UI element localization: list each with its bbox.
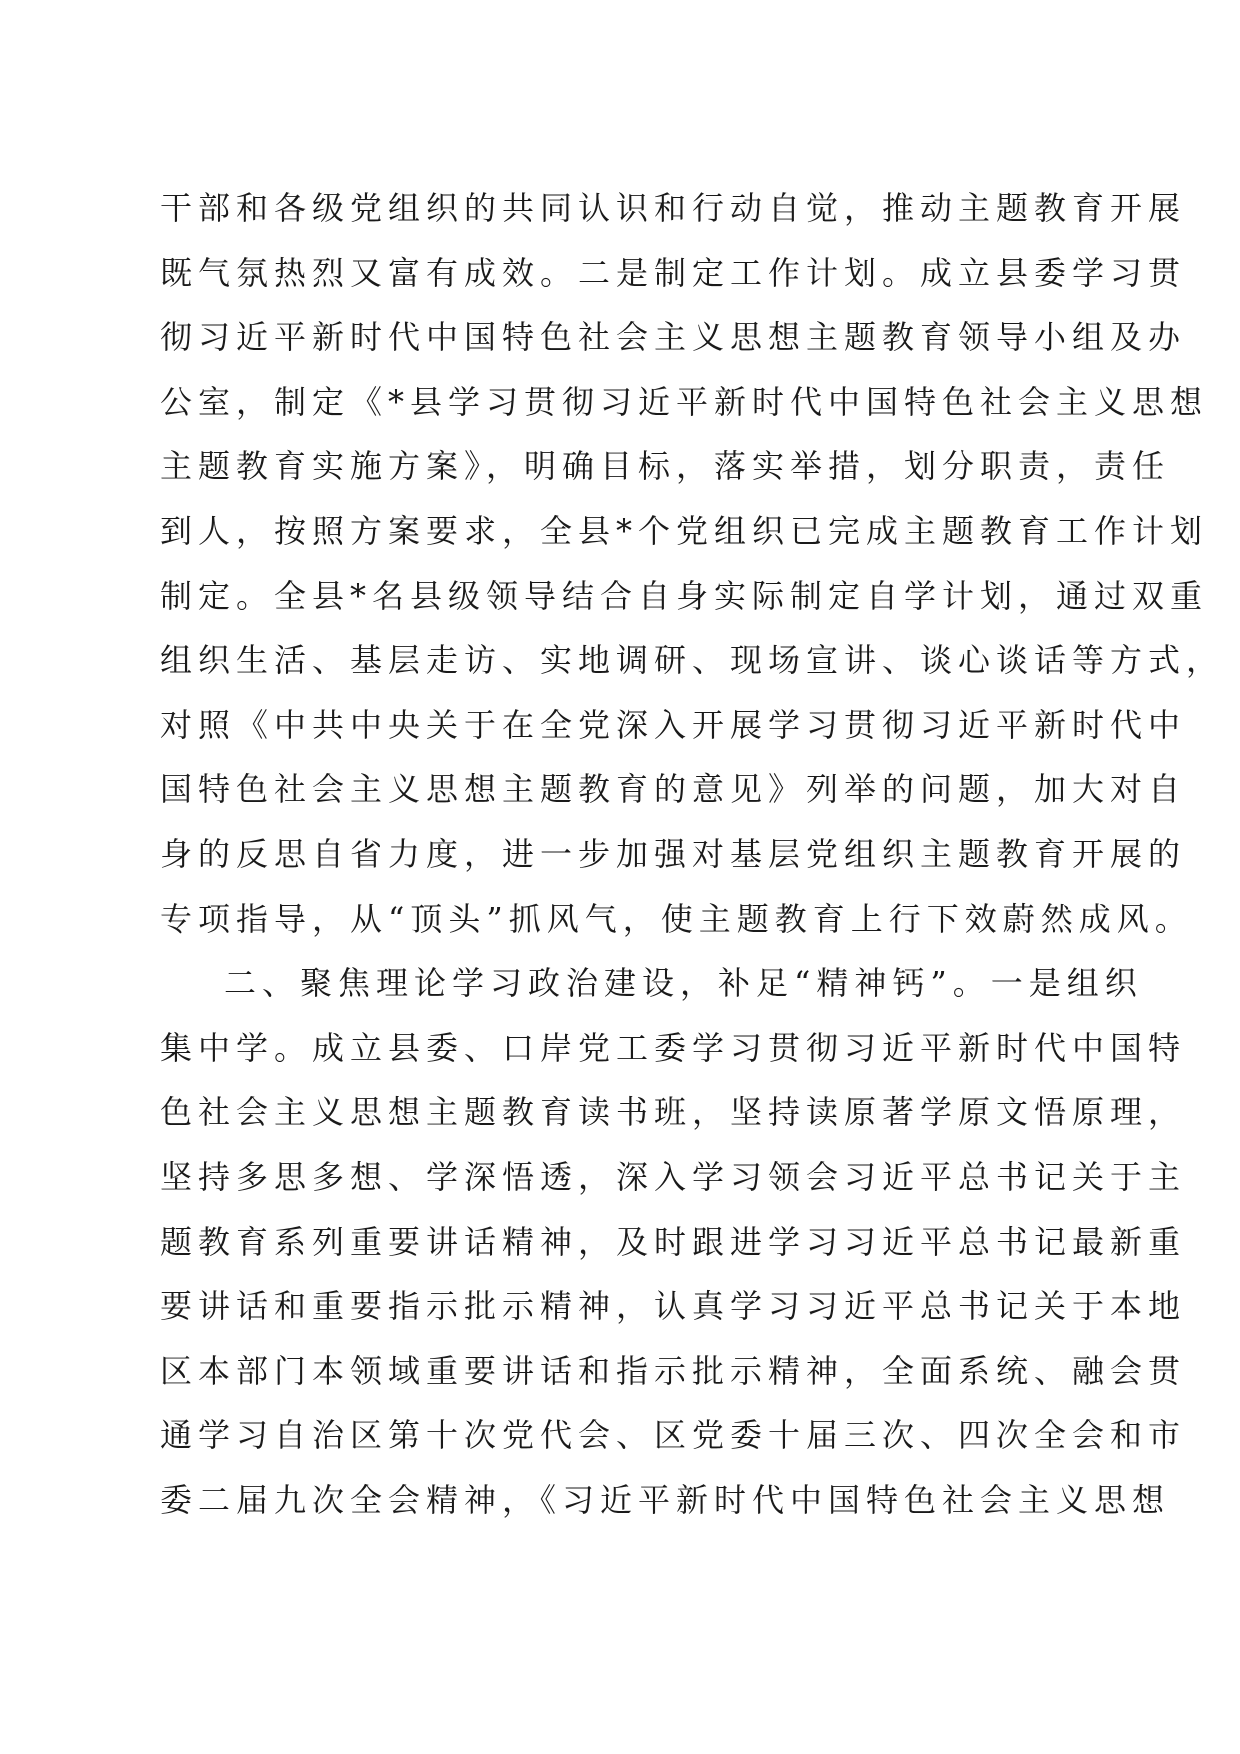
text-line: 彻习近平新时代中国特色社会主义思想主题教育领导小组及办 [160, 318, 1187, 357]
body-text [160, 176, 1225, 1532]
text-line: 到人，按照方案要求，全县*个党组织已完成主题教育工作计划 [160, 511, 1209, 550]
text-line: 委二届九次全会精神，《习近平新时代中国特色社会主义思想 [160, 1480, 1171, 1519]
text-line: 身的反思自省力度，进一步加强对基层党组织主题教育开展的 [160, 834, 1187, 873]
text-line: 通学习自治区第十次党代会、区党委十届三次、四次全会和市 [160, 1416, 1187, 1455]
text-line: 专项指导，从“顶头”抓风气，使主题教育上行下效蔚然成风。 [160, 899, 1193, 938]
text-line: 主题教育实施方案》，明确目标，落实举措，划分职责，责任 [160, 447, 1171, 486]
text-line: 要讲话和重要指示批示精神，认真学习习近平总书记关于本地 [160, 1287, 1187, 1326]
text-line: 既气氛热烈又富有成效。二是制定工作计划。成立县委学习贯 [160, 253, 1187, 292]
text-line: 公室，制定《*县学习贯彻习近平新时代中国特色社会主义思想 [160, 382, 1209, 421]
text-line: 区本部门本领域重要讲话和指示批示精神，全面系统、融会贯 [160, 1351, 1187, 1390]
text-line: 国特色社会主义思想主题教育的意见》列举的问题，加大对自 [160, 770, 1187, 809]
text-line: 干部和各级党组织的共同认识和行动自觉，推动主题教育开展 [160, 189, 1187, 227]
text-line: 组织生活、基层走访、实地调研、现场宣讲、谈心谈话等方式， [160, 641, 1225, 680]
text-line: 制定。全县*名县级领导结合自身实际制定自学计划，通过双重 [160, 576, 1209, 615]
text-line: 坚持多思多想、学深悟透，深入学习领会习近平总书记关于主 [160, 1157, 1187, 1196]
text-line: 色社会主义思想主题教育读书班，坚持读原著学原文悟原理， [160, 1093, 1187, 1132]
text-line: 题教育系列重要讲话精神，及时跟进学习习近平总书记最新重 [160, 1222, 1187, 1261]
section-heading-line: 二、聚焦理论学习政治建设，补足“精神钙”。一是组织 [224, 964, 1143, 1003]
text-line: 集中学。成立县委、口岸党工委学习贯彻习近平新时代中国特 [160, 1028, 1187, 1067]
text-line: 对照《中共中央关于在全党深入开展学习贯彻习近平新时代中 [160, 705, 1187, 744]
